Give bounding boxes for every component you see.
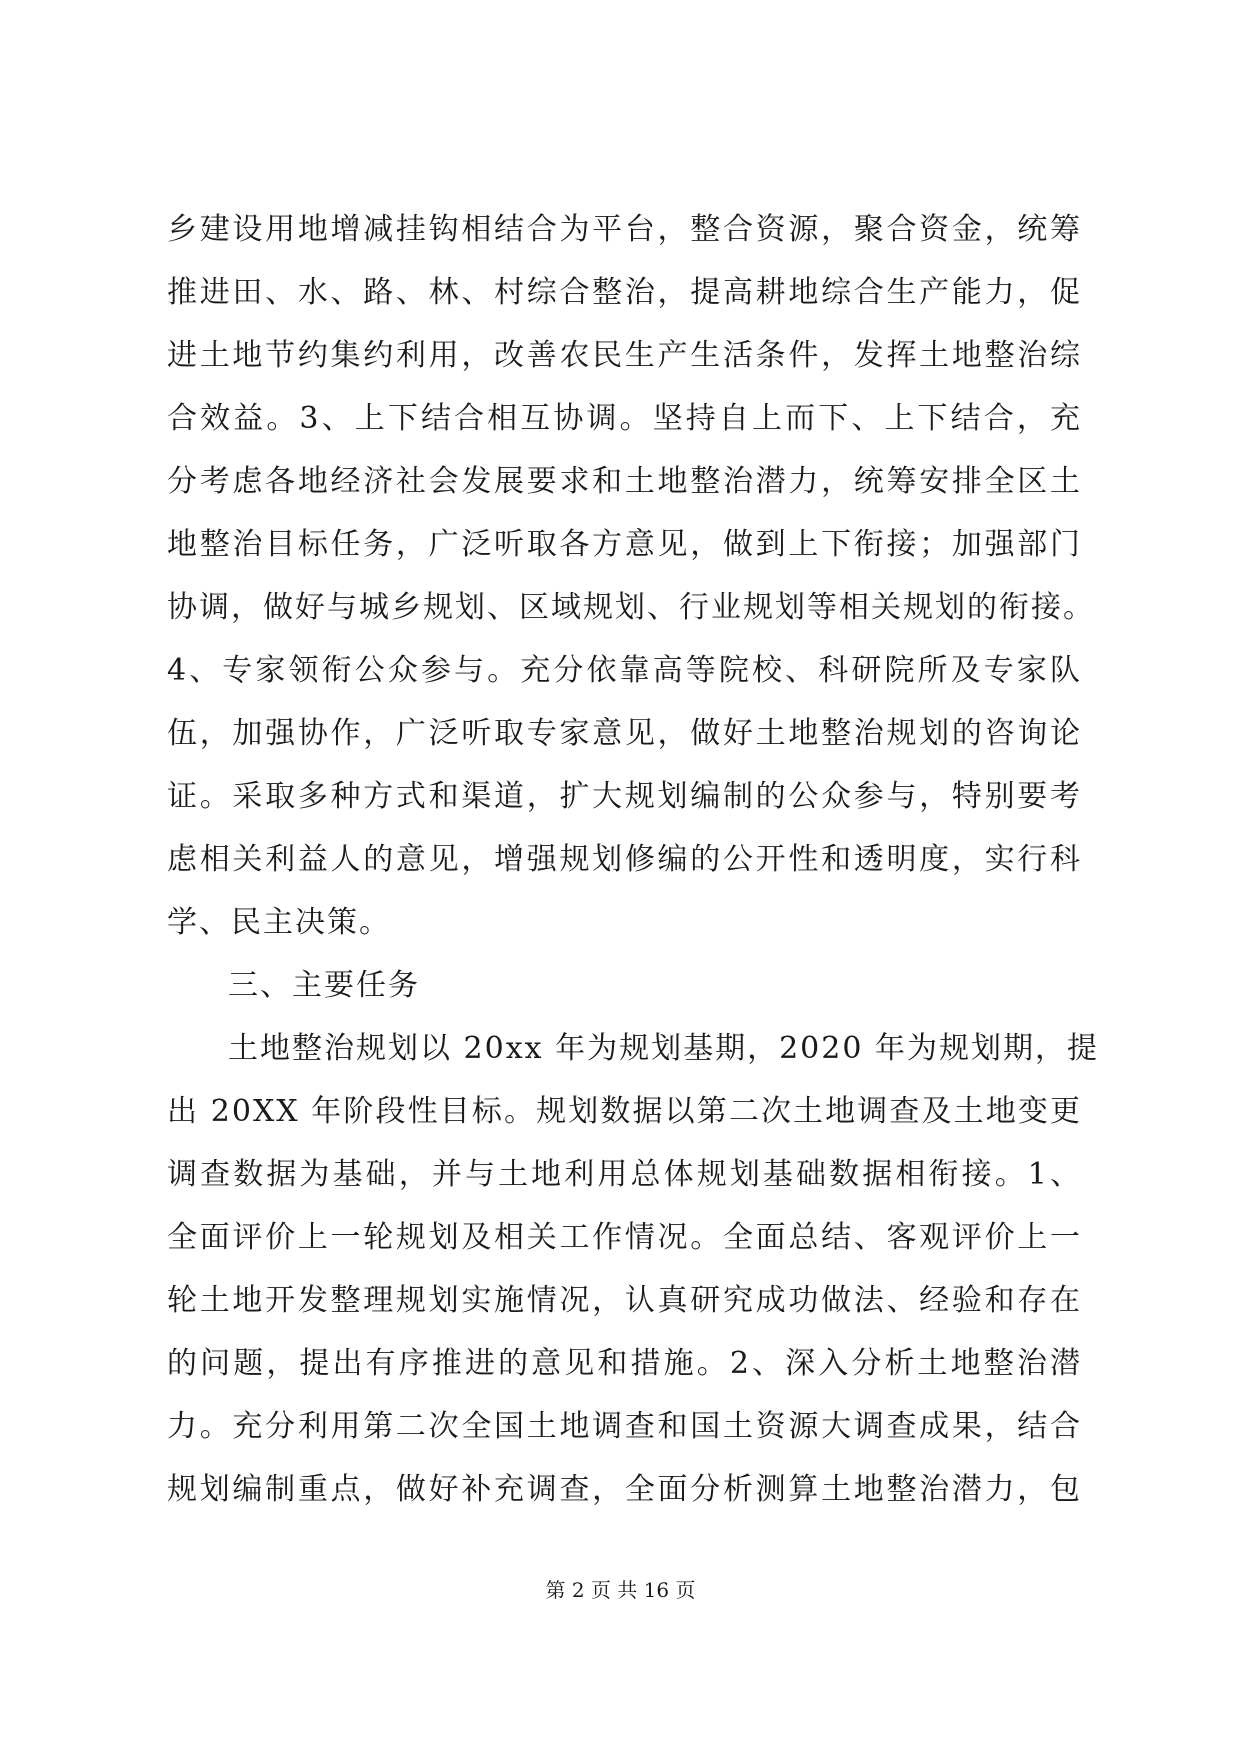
body-text-line: 虑相关利益人的意见，增强规划修编的公开性和透明度，实行科 [167, 842, 1082, 877]
body-text-line: 4、专家领衔公众参与。充分依靠高等院校、科研院所及专家队 [167, 653, 1082, 688]
body-text-line: 分考虑各地经济社会发展要求和土地整治潜力，统筹安排全区土 [167, 464, 1082, 499]
section-heading: 三、主要任务 [228, 968, 420, 1003]
body-text-line: 进土地节约集约利用，改善农民生产生活条件，发挥土地整治综 [167, 338, 1082, 373]
body-text-line: 调查数据为基础，并与土地利用总体规划基础数据相衔接。1、 [167, 1157, 1082, 1192]
body-text-line: 出 20XX 年阶段性目标。规划数据以第二次土地调查及土地变更 [167, 1094, 1082, 1129]
body-text-line: 推进田、水、路、林、村综合整治，提高耕地综合生产能力，促 [167, 275, 1082, 310]
body-text-line: 协调，做好与城乡规划、区域规划、行业规划等相关规划的衔接。 [167, 590, 1095, 625]
body-text-line: 土地整治规划以 20xx 年为规划基期，2020 年为规划期，提 [228, 1031, 1099, 1066]
body-text-line: 规划编制重点，做好补充调查，全面分析测算土地整治潜力，包 [167, 1472, 1082, 1507]
body-text-line: 地整治目标任务，广泛听取各方意见，做到上下衔接；加强部门 [167, 527, 1082, 562]
body-text-line: 轮土地开发整理规划实施情况，认真研究成功做法、经验和存在 [167, 1283, 1082, 1318]
body-text-line: 乡建设用地增减挂钩相结合为平台，整合资源，聚合资金，统筹 [167, 212, 1082, 247]
body-text-line: 全面评价上一轮规划及相关工作情况。全面总结、客观评价上一 [167, 1220, 1082, 1255]
body-text-line: 合效益。3、上下结合相互协调。坚持自上而下、上下结合，充 [167, 401, 1082, 436]
body-text-line: 学、民主决策。 [167, 905, 391, 940]
body-text-line: 力。充分利用第二次全国土地调查和国土资源大调查成果，结合 [167, 1409, 1082, 1444]
body-text-line: 伍，加强协作，广泛听取专家意见，做好土地整治规划的咨询论 [167, 716, 1082, 751]
body-text-line: 的问题，提出有序推进的意见和措施。2、深入分析土地整治潜 [167, 1346, 1082, 1381]
body-text-line: 证。采取多种方式和渠道，扩大规划编制的公众参与，特别要考 [167, 779, 1082, 814]
page-number-footer: 第 2 页 共 16 页 [545, 1578, 696, 1602]
